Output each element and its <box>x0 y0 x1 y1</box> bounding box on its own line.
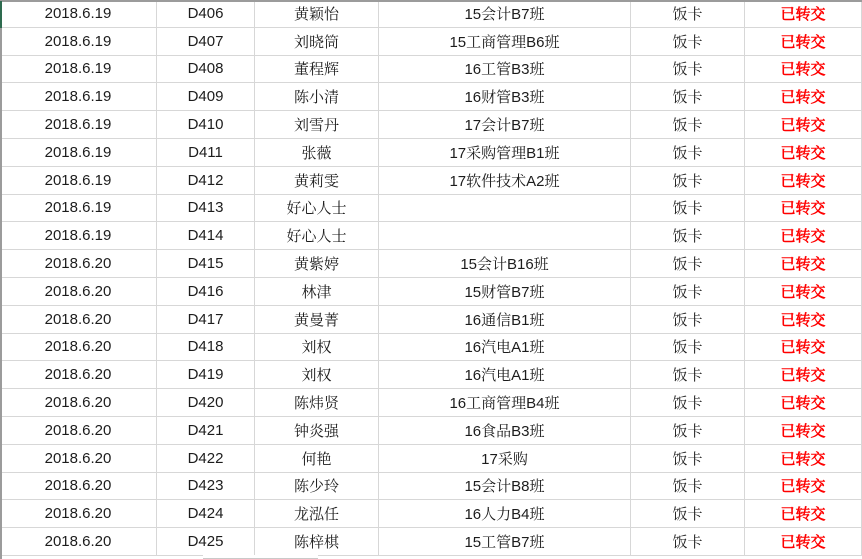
cell-class[interactable]: 16汽电A1班 <box>379 334 631 362</box>
cell-class[interactable]: 15会计B8班 <box>379 473 631 501</box>
cell-item[interactable]: 饭卡 <box>631 334 745 362</box>
cell-status[interactable]: 已转交 <box>745 56 862 84</box>
cell-name[interactable]: 钟炎强 <box>255 417 379 445</box>
cell-date[interactable]: 2018.6.20 <box>0 334 157 362</box>
cell-date[interactable]: 2018.6.20 <box>0 250 157 278</box>
cell-status[interactable]: 已转交 <box>745 389 862 417</box>
cell-item[interactable]: 饭卡 <box>631 83 745 111</box>
cell-receipt-id[interactable]: D407 <box>157 28 255 56</box>
cell-name[interactable]: 张薇 <box>255 139 379 167</box>
cell-item[interactable]: 饭卡 <box>631 56 745 84</box>
cell-name[interactable]: 黄曼菁 <box>255 306 379 334</box>
pane-left-edge <box>0 0 2 559</box>
cell-class[interactable]: 16食品B3班 <box>379 417 631 445</box>
cell-class[interactable]: 16人力B4班 <box>379 500 631 528</box>
cell-class[interactable]: 17软件技术A2班 <box>379 167 631 195</box>
cell-status[interactable]: 已转交 <box>745 111 862 139</box>
cell-receipt-id[interactable]: D423 <box>157 473 255 501</box>
cell-receipt-id[interactable]: D421 <box>157 417 255 445</box>
cell-receipt-id[interactable]: D412 <box>157 167 255 195</box>
cell-status[interactable]: 已转交 <box>745 28 862 56</box>
cell-item[interactable]: 饭卡 <box>631 361 745 389</box>
cell-item[interactable]: 饭卡 <box>631 417 745 445</box>
cell-date[interactable]: 2018.6.19 <box>0 28 157 56</box>
cell-date[interactable]: 2018.6.19 <box>0 83 157 111</box>
bottom-grid-artifact <box>203 555 318 559</box>
cell-name[interactable]: 何艳 <box>255 445 379 473</box>
cell-name[interactable]: 刘雪丹 <box>255 111 379 139</box>
cell-date[interactable]: 2018.6.19 <box>0 111 157 139</box>
cell-class[interactable]: 15财管B7班 <box>379 278 631 306</box>
cell-item[interactable]: 饭卡 <box>631 445 745 473</box>
cell-class[interactable]: 15工管B7班 <box>379 528 631 556</box>
cell-name[interactable]: 陈少玲 <box>255 473 379 501</box>
pane-top-edge <box>0 0 862 2</box>
cell-date[interactable]: 2018.6.20 <box>0 389 157 417</box>
cell-name[interactable]: 陈小清 <box>255 83 379 111</box>
cell-status[interactable]: 已转交 <box>745 278 862 306</box>
cell-date[interactable]: 2018.6.20 <box>0 361 157 389</box>
cell-name[interactable]: 好心人士 <box>255 195 379 223</box>
cell-name[interactable]: 黄莉雯 <box>255 167 379 195</box>
cell-status[interactable]: 已转交 <box>745 417 862 445</box>
cell-receipt-id[interactable]: D409 <box>157 83 255 111</box>
cell-receipt-id[interactable]: D415 <box>157 250 255 278</box>
cell-receipt-id[interactable]: D410 <box>157 111 255 139</box>
cell-receipt-id[interactable]: D419 <box>157 361 255 389</box>
cell-item[interactable]: 饭卡 <box>631 389 745 417</box>
cell-status[interactable]: 已转交 <box>745 195 862 223</box>
cell-class[interactable]: 17采购管理B1班 <box>379 139 631 167</box>
cell-item[interactable]: 饭卡 <box>631 306 745 334</box>
cell-date[interactable]: 2018.6.19 <box>0 222 157 250</box>
cell-name[interactable]: 刘权 <box>255 361 379 389</box>
cell-name[interactable]: 陈炜贤 <box>255 389 379 417</box>
cell-date[interactable]: 2018.6.19 <box>0 0 157 28</box>
cell-date[interactable]: 2018.6.19 <box>0 195 157 223</box>
cell-date[interactable]: 2018.6.20 <box>0 417 157 445</box>
cell-date[interactable]: 2018.6.19 <box>0 139 157 167</box>
cell-date[interactable]: 2018.6.20 <box>0 528 157 556</box>
cell-item[interactable]: 饭卡 <box>631 500 745 528</box>
cell-status[interactable]: 已转交 <box>745 334 862 362</box>
cell-item[interactable]: 饭卡 <box>631 139 745 167</box>
cell-receipt-id[interactable]: D414 <box>157 222 255 250</box>
cell-name[interactable]: 刘晓筒 <box>255 28 379 56</box>
cell-name[interactable]: 龙泓任 <box>255 500 379 528</box>
cell-receipt-id[interactable]: D422 <box>157 445 255 473</box>
cell-item[interactable]: 饭卡 <box>631 473 745 501</box>
cell-status[interactable]: 已转交 <box>745 528 862 556</box>
cell-date[interactable]: 2018.6.20 <box>0 278 157 306</box>
cell-class[interactable]: 16工管B3班 <box>379 56 631 84</box>
selection-edge-accent <box>0 1 2 28</box>
cell-receipt-id[interactable]: D408 <box>157 56 255 84</box>
cell-name[interactable]: 黄颖怡 <box>255 0 379 28</box>
cell-status[interactable]: 已转交 <box>745 0 862 28</box>
cell-class[interactable]: 17会计B7班 <box>379 111 631 139</box>
cell-receipt-id[interactable]: D413 <box>157 195 255 223</box>
cell-status[interactable]: 已转交 <box>745 139 862 167</box>
cell-class[interactable]: 15会计B16班 <box>379 250 631 278</box>
cell-item[interactable]: 饭卡 <box>631 250 745 278</box>
cell-name[interactable]: 刘权 <box>255 334 379 362</box>
cell-date[interactable]: 2018.6.20 <box>0 306 157 334</box>
cell-class[interactable] <box>379 195 631 223</box>
cell-class[interactable] <box>379 222 631 250</box>
cell-status[interactable]: 已转交 <box>745 445 862 473</box>
cell-status[interactable]: 已转交 <box>745 250 862 278</box>
cell-class[interactable]: 15会计B7班 <box>379 0 631 28</box>
cell-item[interactable]: 饭卡 <box>631 195 745 223</box>
cell-class[interactable]: 16通信B1班 <box>379 306 631 334</box>
cell-name[interactable]: 董程辉 <box>255 56 379 84</box>
cell-class[interactable]: 16汽电A1班 <box>379 361 631 389</box>
cell-status[interactable]: 已转交 <box>745 361 862 389</box>
cell-item[interactable]: 饭卡 <box>631 111 745 139</box>
cell-item[interactable]: 饭卡 <box>631 528 745 556</box>
cell-receipt-id[interactable]: D425 <box>157 528 255 556</box>
cell-name[interactable]: 黄紫婷 <box>255 250 379 278</box>
cell-item[interactable]: 饭卡 <box>631 28 745 56</box>
cell-status[interactable]: 已转交 <box>745 83 862 111</box>
cell-name[interactable]: 陈梓棋 <box>255 528 379 556</box>
cell-class[interactable]: 15工商管理B6班 <box>379 28 631 56</box>
cell-class[interactable]: 16工商管理B4班 <box>379 389 631 417</box>
cell-date[interactable]: 2018.6.20 <box>0 445 157 473</box>
cell-receipt-id[interactable]: D406 <box>157 0 255 28</box>
cell-date[interactable]: 2018.6.19 <box>0 56 157 84</box>
cell-name[interactable]: 林津 <box>255 278 379 306</box>
cell-receipt-id[interactable]: D420 <box>157 389 255 417</box>
cell-status[interactable]: 已转交 <box>745 167 862 195</box>
cell-class[interactable]: 16财管B3班 <box>379 83 631 111</box>
cell-receipt-id[interactable]: D418 <box>157 334 255 362</box>
cell-receipt-id[interactable]: D411 <box>157 139 255 167</box>
cell-item[interactable]: 饭卡 <box>631 0 745 28</box>
cell-date[interactable]: 2018.6.20 <box>0 473 157 501</box>
cell-status[interactable]: 已转交 <box>745 473 862 501</box>
cell-receipt-id[interactable]: D416 <box>157 278 255 306</box>
cell-date[interactable]: 2018.6.20 <box>0 500 157 528</box>
cell-item[interactable]: 饭卡 <box>631 222 745 250</box>
cell-status[interactable]: 已转交 <box>745 500 862 528</box>
cell-item[interactable]: 饭卡 <box>631 167 745 195</box>
cell-receipt-id[interactable]: D424 <box>157 500 255 528</box>
cell-receipt-id[interactable]: D417 <box>157 306 255 334</box>
cell-status[interactable]: 已转交 <box>745 222 862 250</box>
cell-item[interactable]: 饭卡 <box>631 278 745 306</box>
cell-status[interactable]: 已转交 <box>745 306 862 334</box>
cell-name[interactable]: 好心人士 <box>255 222 379 250</box>
cell-class[interactable]: 17采购 <box>379 445 631 473</box>
cell-date[interactable]: 2018.6.19 <box>0 167 157 195</box>
